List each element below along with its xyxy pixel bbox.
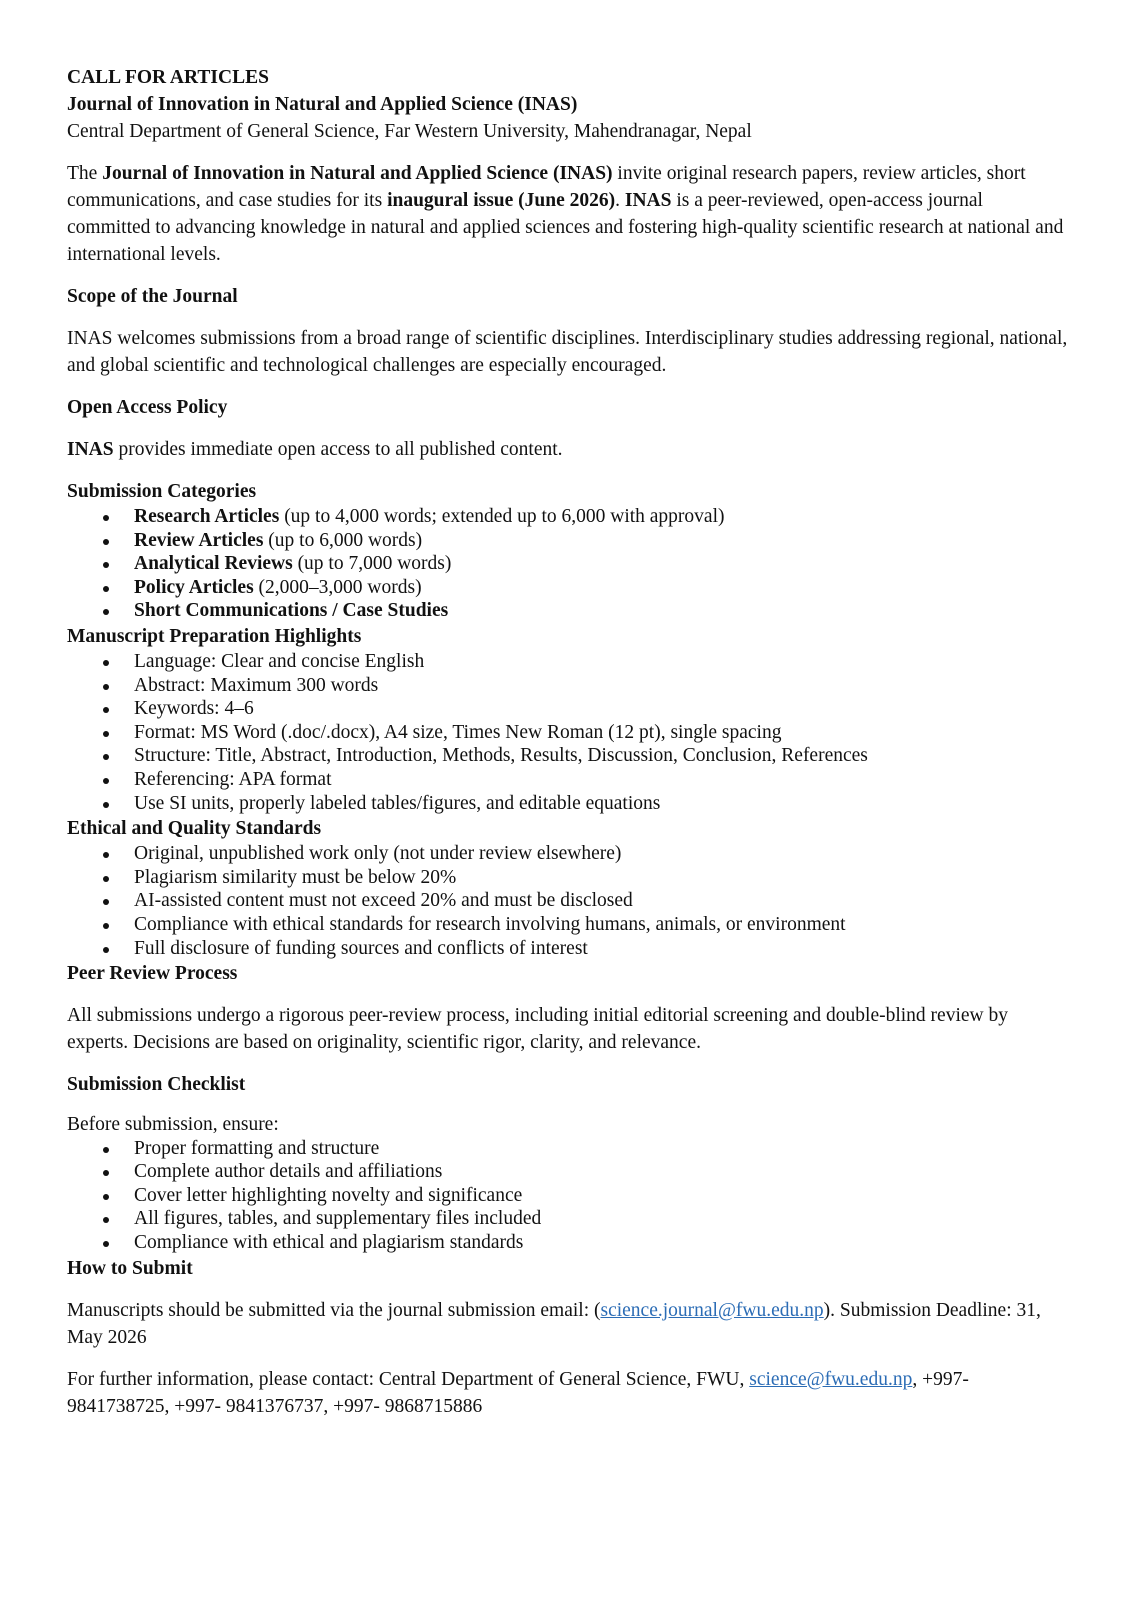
category-name: Analytical Reviews [134, 553, 293, 575]
checklist-item: Cover letter highlighting novelty and significance [134, 1184, 523, 1206]
checklist-heading: Submission Checklist [67, 1074, 246, 1096]
list-item [67, 1137, 1071, 1161]
list-item [67, 866, 1071, 890]
bullet-icon [103, 899, 109, 905]
list-item [67, 674, 1071, 698]
list-item [67, 744, 1071, 768]
intro-text: The [67, 163, 103, 184]
ethics-item: AI-assisted content must not exceed 20% and must be disclosed [134, 890, 633, 912]
bullet-icon [103, 1194, 109, 1200]
checklist-list [67, 1137, 1071, 1255]
open-access-body: provides immediate open access to all published content. [113, 439, 563, 460]
manuscript-item: Structure: Title, Abstract, Introduction, Methods, Results, Discussion, Conclusion, References [134, 745, 868, 767]
manuscript-item: Referencing: APA format [134, 768, 332, 790]
peer-review-heading: Peer Review Process [67, 963, 238, 985]
how-to-submit-heading: How to Submit [67, 1257, 193, 1279]
manuscript-list [67, 650, 1071, 815]
category-detail: (up to 6,000 words) [263, 529, 423, 551]
deadline-text: ). Submission Deadline: 31, May 2026 [67, 1299, 1041, 1348]
doc-title: CALL FOR ARTICLES [67, 67, 269, 88]
manuscript-item: Abstract: Maximum 300 words [134, 674, 379, 696]
intro-paragraph [67, 160, 1071, 268]
list-item [67, 889, 1071, 913]
categories-heading: Submission Categories [67, 481, 257, 502]
list-item [67, 599, 1071, 623]
bullet-icon [103, 707, 109, 713]
bullet-icon [103, 1217, 109, 1223]
manuscript-item: Use SI units, properly labeled tables/figures, and editable equations [134, 792, 661, 814]
ethics-item: Full disclosure of funding sources and conflicts of interest [134, 937, 588, 959]
bullet-icon [103, 1241, 109, 1247]
list-item [67, 721, 1071, 745]
ethics-heading: Ethical and Quality Standards [67, 818, 322, 840]
list-item [67, 792, 1071, 816]
manuscript-heading: Manuscript Preparation Highlights [67, 625, 362, 647]
ethics-item: Plagiarism similarity must be below 20% [134, 866, 457, 888]
category-name: Research Articles [134, 506, 280, 527]
list-item [67, 505, 1071, 529]
contact-text [67, 1366, 1071, 1420]
bullet-icon [103, 947, 109, 953]
list-item [67, 1184, 1071, 1208]
intro-text: is a peer-reviewed, open-access journal committed to advancing knowledge in natural and applied sciences and fostering high-quality scientific research at national and international levels. [67, 190, 1064, 265]
category-name: Policy Articles [134, 576, 254, 598]
bullet-icon [103, 515, 109, 521]
ethics-item: Original, unpublished work only (not under review elsewhere) [134, 843, 622, 865]
category-detail: (2,000–3,000 words) [253, 576, 422, 598]
intro-text: . [615, 190, 625, 211]
bullet-icon [103, 684, 109, 690]
manuscript-item: Format: MS Word (.doc/.docx), A4 size, Times New Roman (12 pt), single spacing [134, 721, 782, 743]
bullet-icon [103, 778, 109, 784]
list-item [67, 650, 1071, 674]
category-name: Review Articles [134, 529, 264, 551]
bullet-icon [103, 876, 109, 882]
list-item [67, 913, 1071, 937]
bullet-icon [103, 609, 109, 615]
list-item [67, 768, 1071, 792]
peer-review-text: All submissions undergo a rigorous peer-review process, including initial editorial screening and double-blind review by experts. Decisions are based on originality, scientific rigor, clarity, and relevance. [67, 1005, 1008, 1054]
bullet-icon [103, 586, 109, 592]
intro-issue-bold: inaugural issue (June 2026) [387, 190, 616, 211]
bullet-icon [103, 802, 109, 808]
bullet-icon [103, 731, 109, 737]
list-item [67, 842, 1071, 866]
ethics-list [67, 842, 1071, 960]
checklist-item: Proper formatting and structure [134, 1137, 380, 1159]
checklist-item: Compliance with ethical and plagiarism standards [134, 1232, 524, 1254]
intro-text: invite original research papers, review articles, short communications, and case studies for its [67, 163, 1026, 211]
journal-name: Journal of Innovation in Natural and Applied Science (INAS) [67, 94, 578, 115]
bullet-icon [103, 1147, 109, 1153]
submission-email-link[interactable]: science.journal@fwu.edu.np [600, 1299, 824, 1321]
open-access-text [67, 436, 1071, 463]
open-access-heading: Open Access Policy [67, 397, 228, 418]
ethics-item: Compliance with ethical standards for research involving humans, animals, or environment [134, 913, 846, 935]
open-access-bold: INAS [67, 439, 114, 460]
checklist-item: Complete author details and affiliations [134, 1161, 443, 1183]
list-item [67, 697, 1071, 721]
category-name: Short Communications / Case Studies [134, 600, 449, 622]
bullet-icon [103, 660, 109, 666]
bullet-icon [103, 539, 109, 545]
category-detail: (up to 7,000 words) [292, 553, 452, 575]
list-item [67, 529, 1071, 553]
contact-email-link[interactable]: science@fwu.edu.np [749, 1368, 913, 1390]
list-item [67, 552, 1071, 576]
contact-phones: , +997-9841738725, +997- 9841376737, +997- 9868715886 [67, 1368, 969, 1417]
intro-journal-bold: Journal of Innovation in Natural and Applied Science (INAS) [102, 163, 613, 184]
category-detail: (up to 4,000 words; extended up to 6,000 with approval) [279, 506, 725, 527]
list-item [67, 1160, 1071, 1184]
categories-list [67, 505, 1071, 623]
checklist-item: All figures, tables, and supplementary files included [134, 1208, 542, 1230]
list-item [67, 937, 1071, 961]
manuscript-item: Keywords: 4–6 [134, 698, 254, 720]
list-item [67, 1207, 1071, 1231]
bullet-icon [103, 754, 109, 760]
bullet-icon [103, 923, 109, 929]
bullet-icon [103, 562, 109, 568]
list-item [67, 1231, 1071, 1255]
bullet-icon [103, 1170, 109, 1176]
affiliation: Central Department of General Science, Far Western University, Mahendranagar, Nepal [67, 121, 752, 142]
how-to-submit-text [67, 1297, 1071, 1351]
checklist-intro: Before submission, ensure: [67, 1114, 279, 1136]
manuscript-item: Language: Clear and concise English [134, 650, 425, 672]
bullet-icon [103, 852, 109, 858]
scope-text: INAS welcomes submissions from a broad range of scientific disciplines. Interdisciplinary studies addressing regional, national, and global scientific and technological challenges are especially encouraged. [67, 328, 1068, 376]
list-item [67, 576, 1071, 600]
scope-heading: Scope of the Journal [67, 286, 238, 307]
contact-intro: For further information, please contact: Central Department of General Science, FWU, [67, 1368, 750, 1390]
submit-text: Manuscripts should be submitted via the journal submission email: ( [67, 1299, 601, 1321]
intro-inas-bold: INAS [624, 190, 672, 211]
